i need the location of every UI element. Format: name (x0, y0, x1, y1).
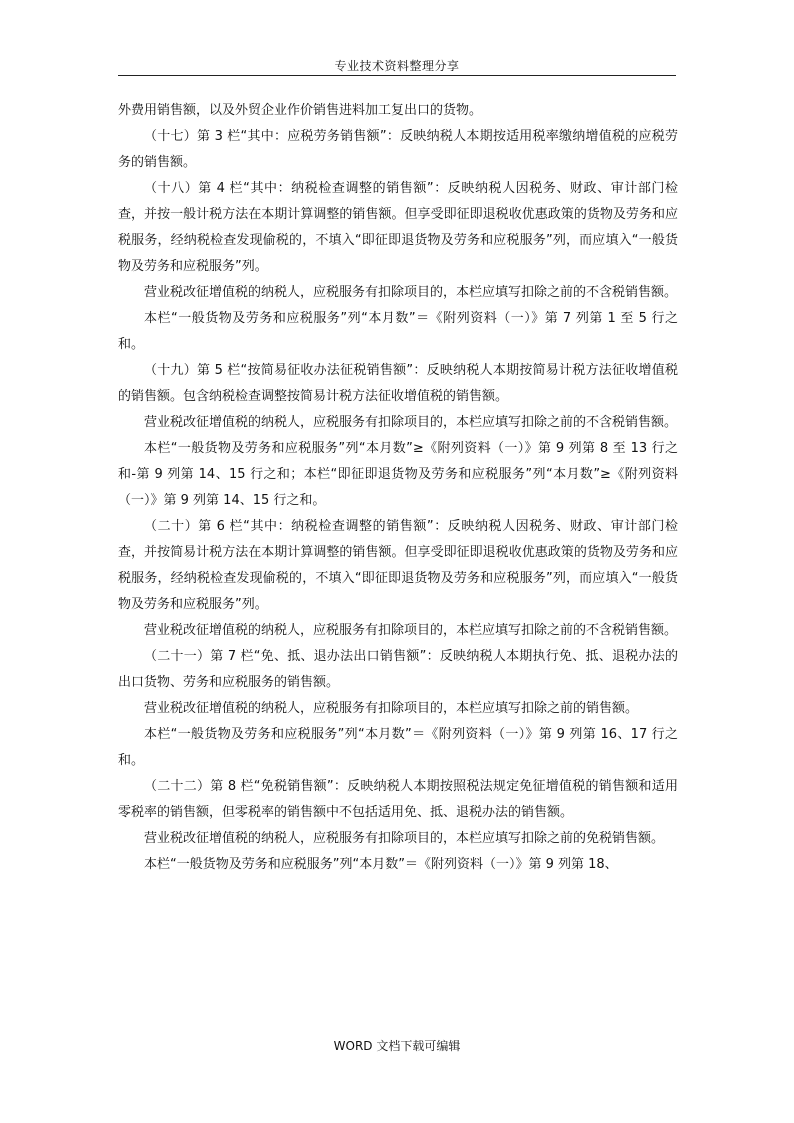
paragraph-item-20: （二十）第 6 栏“其中：纳税检查调整的销售额”：反映纳税人因税务、财政、审计部门检查，并按简易计税方法在本期计算调整的销售额。但享受即征即退税收优惠政策的货物及劳务和应税服务，经纳税检查发现偷税的，不填入“即征即退货物及劳务和应税服务”列，而应填入“一般货物及劳务和应税服务”列。 (118, 519, 678, 612)
paragraph-formula: 本栏“一般货物及劳务和应税服务”列“本月数”＝《附列资料（一）》第 9 列第 18、 (144, 857, 618, 872)
paragraph-note: 营业税改征增值税的纳税人，应税服务有扣除项目的，本栏应填写扣除之前的免税销售额。 (144, 831, 665, 846)
paragraph-formula: 本栏“一般货物及劳务和应税服务”列“本月数”＝《附列资料（一）》第 9 列第 16、17 行之和。 (118, 727, 678, 768)
page-header: 专业技术资料整理分享 (334, 59, 460, 73)
paragraph-item-21: （二十一）第 7 栏“免、抵、退办法出口销售额”：反映纳税人本期执行免、抵、退税办法的出口货物、劳务和应税服务的销售额。 (118, 649, 678, 690)
paragraph-item-22: （二十二）第 8 栏“免税销售额”：反映纳税人本期按照税法规定免征增值税的销售额和适用零税率的销售额，但零税率的销售额中不包括适用免、抵、退税办法的销售额。 (118, 779, 678, 820)
header-divider (118, 75, 676, 76)
paragraph-note: 营业税改征增值税的纳税人，应税服务有扣除项目的，本栏应填写扣除之前的不含税销售额。 (144, 415, 678, 430)
paragraph-note: 营业税改征增值税的纳税人，应税服务有扣除项目的，本栏应填写扣除之前的不含税销售额。 (144, 285, 678, 300)
paragraph-formula: 本栏“一般货物及劳务和应税服务”列“本月数”＝《附列资料（一）》第 7 列第 1 至 5 行之和。 (118, 311, 678, 352)
page-footer: WORD 文档下载可编辑 (333, 1039, 461, 1053)
paragraph-item-19: （十九）第 5 栏“按简易征收办法征税销售额”：反映纳税人本期按简易计税方法征收增值税的销售额。包含纳税检查调整按简易计税方法征收增值税的销售额。 (118, 363, 678, 404)
paragraph-formula: 本栏“一般货物及劳务和应税服务”列“本月数”≥《附列资料（一）》第 9 列第 8 至 13 行之和-第 9 列第 14、15 行之和；本栏“即征即退货物及劳务和应税服务”列“本月数”≥《附列资料（一）》第 9 列第 14、15 行之和。 (118, 441, 678, 508)
paragraph-item-17: （十七）第 3 栏“其中：应税劳务销售额”：反映纳税人本期按适用税率缴纳增值税的应税劳务的销售额。 (118, 129, 678, 170)
document-body (118, 98, 678, 878)
paragraph-item-18: （十八）第 4 栏“其中：纳税检查调整的销售额”：反映纳税人因税务、财政、审计部门检查，并按一般计税方法在本期计算调整的销售额。但享受即征即退税收优惠政策的货物及劳务和应税服务，经纳税检查发现偷税的，不填入“即征即退货物及劳务和应税服务”列，而应填入“一般货物及劳务和应税服务”列。 (118, 181, 678, 274)
paragraph-continuation: 外费用销售额，以及外贸企业作价销售进料加工复出口的货物。 (118, 103, 483, 118)
paragraph-note: 营业税改征增值税的纳税人，应税服务有扣除项目的，本栏应填写扣除之前的不含税销售额。 (144, 623, 678, 638)
paragraph-note: 营业税改征增值税的纳税人，应税服务有扣除项目的，本栏应填写扣除之前的销售额。 (144, 701, 639, 716)
